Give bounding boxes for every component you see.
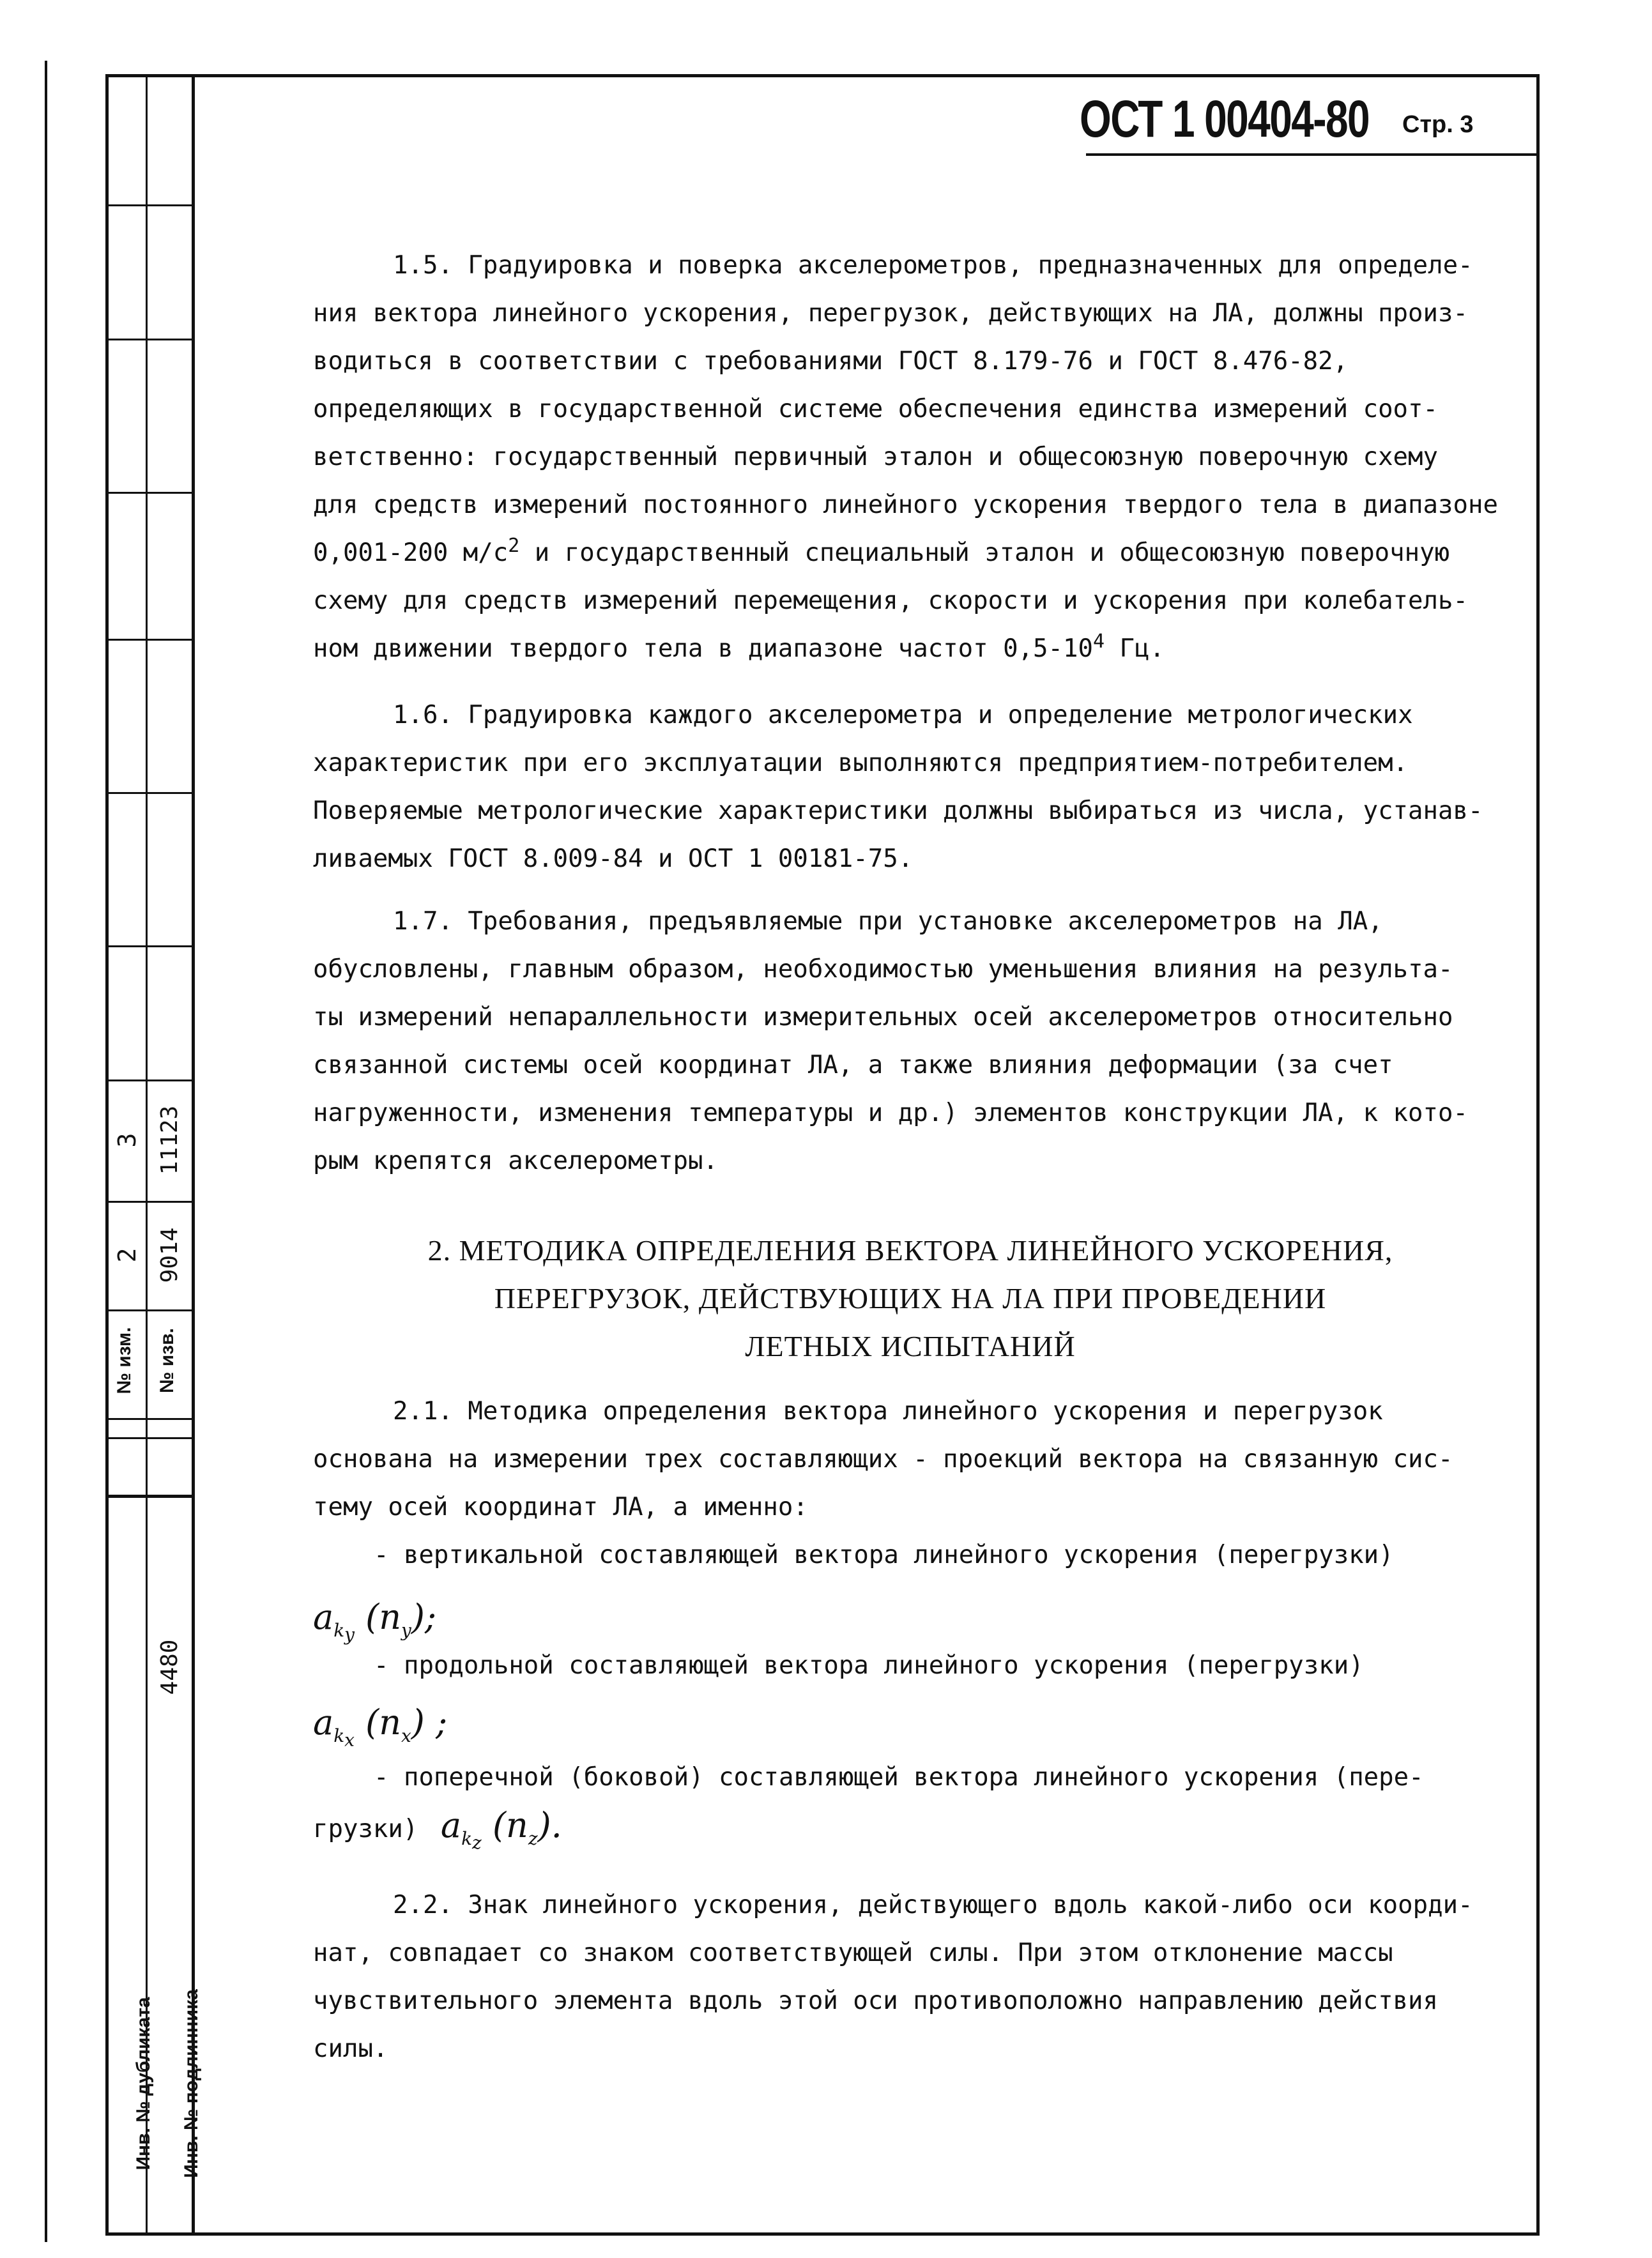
stamp-column-divider xyxy=(146,75,148,2236)
formula-vertical: $a_{k_y}$ $(n_y)$; xyxy=(313,1597,437,1645)
formula-subscript: x xyxy=(401,1725,411,1746)
stamp-notice-label: № изв. xyxy=(157,1328,178,1393)
text-line xyxy=(313,625,1508,673)
formula-lateral: $a_{k_z}$ $(n_z)$. xyxy=(440,1805,562,1854)
formula-subscript: y xyxy=(401,1619,411,1641)
text-line: схему для средств измерений перемещения, скорости и ускорения при колебатель- xyxy=(313,586,1468,615)
formula-subscript-k: k xyxy=(333,1725,345,1746)
text-line: ливаемых ГОСТ 8.009-84 и ОСТ 1 00181-75. xyxy=(313,844,914,873)
formula-subscript-axis: x xyxy=(344,1729,355,1751)
formula-subscript-axis: y xyxy=(344,1624,355,1645)
text-line: тему осей координат ЛА, а именно: xyxy=(313,1493,808,1522)
section-2-heading xyxy=(313,1226,1508,1370)
text-line: ния вектора линейного ускорения, перегрузок, действующих на ЛА, должны произ- xyxy=(313,299,1468,328)
text-fragment: 0,001-200 м/с xyxy=(313,538,509,567)
formula-subscript-k: k xyxy=(333,1619,345,1641)
document-header xyxy=(1080,89,1540,160)
stamp-original-inv-value: 4480 xyxy=(157,1639,183,1695)
list-item: - вертикальной составляющей вектора линейного ускорения (перегрузки) xyxy=(374,1541,1394,1569)
stamp-original-inv-label: Инв. № подлинника xyxy=(181,1989,202,2178)
stamp-revision-value: 2 xyxy=(113,1247,141,1263)
stamp-grid-line xyxy=(105,945,194,947)
formula-subscript xyxy=(461,1827,482,1854)
formula-symbol: a xyxy=(313,1597,334,1637)
stamp-grid-line xyxy=(105,1309,194,1311)
frame-bottom-border xyxy=(105,2232,1540,2236)
text-line: 1.6. Градуировка каждого акселерометра и определение метрологических xyxy=(393,701,1413,729)
page-number: Стр. 3 xyxy=(1402,111,1474,138)
text-line: обусловлены, главным образом, необходимостью уменьшения влияния на результа- xyxy=(313,955,1453,984)
stamp-grid-line xyxy=(105,639,194,641)
superscript: 2 xyxy=(508,535,520,557)
text-line: ты измерений непараллельности измерительных осей акселерометров относительно xyxy=(313,1003,1453,1032)
formula-longitudinal: $a_{k_x}$ $(n_x)$ ; xyxy=(313,1702,448,1751)
text-line: характеристик при его эксплуатации выполняются предприятием-потребителем. xyxy=(313,749,1409,777)
stamp-grid-line xyxy=(105,792,194,794)
stamp-grid-line xyxy=(105,1495,194,1498)
formula-subscript xyxy=(333,1619,355,1645)
text-line xyxy=(313,1801,1508,1853)
stamp-grid-line xyxy=(105,204,194,206)
stamp-grid-line xyxy=(105,1079,194,1081)
text-line: рым крепятся акселерометры. xyxy=(313,1147,718,1175)
paragraph-2-1-longitudinal xyxy=(313,1642,1508,1690)
formula-symbol: a xyxy=(440,1805,462,1845)
text-line: для средств измерений постоянного линейного ускорения твердого тела в диапазоне xyxy=(313,491,1498,519)
text-line: ветственно: государственный первичный эталон и общесоюзную поверочную схему xyxy=(313,443,1438,471)
stamp-notice-value: 9014 xyxy=(157,1227,183,1283)
superscript: 4 xyxy=(1092,630,1105,653)
text-line xyxy=(313,529,1508,577)
text-line: связанной системы осей координат ЛА, а также влияния деформации (за счет xyxy=(313,1051,1393,1079)
text-fragment: грузки) xyxy=(313,1815,418,1843)
text-fragment: ном движении твердого тела в диапазоне частот 0,5-10 xyxy=(313,634,1093,663)
formula-symbol: a xyxy=(313,1702,334,1743)
stamp-duplicate-inv-label: Инв. № дубликата xyxy=(133,1997,154,2170)
text-line: водиться в соответствии с требованиями ГОСТ 8.179-76 и ГОСТ 8.476-82, xyxy=(313,347,1349,376)
list-item: - поперечной (боковой) составляющей вектора линейного ускорения (пере- xyxy=(374,1763,1424,1792)
text-line: чувствительного элемента вдоль этой оси противоположно направлению действия xyxy=(313,1987,1438,2015)
header-underline xyxy=(1086,153,1536,156)
outer-left-rule xyxy=(45,61,47,2242)
formula-subscript: z xyxy=(528,1827,538,1849)
text-line: нат, совпадает со знаком соответствующей силы. При этом отклонение массы xyxy=(313,1939,1393,1967)
formula-subscript xyxy=(333,1725,355,1751)
frame-left-border xyxy=(105,75,109,2236)
paragraph-2-1-lateral xyxy=(313,1753,1508,1853)
frame-inner-left-border xyxy=(192,75,195,2236)
stamp-grid-line xyxy=(105,339,194,340)
formula-punctuation: ; xyxy=(436,1702,448,1743)
text-line: Поверяемые метрологические характеристики должны выбираться из числа, устанав- xyxy=(313,797,1483,825)
text-line: 2.2. Знак линейного ускорения, действующего вдоль какой-либо оси коорди- xyxy=(393,1891,1473,1919)
stamp-revision-label: № изм. xyxy=(114,1327,135,1394)
heading-line: 2. МЕТОДИКА ОПРЕДЕЛЕНИЯ ВЕКТОРА ЛИНЕЙНОГО УСКОРЕНИЯ, xyxy=(427,1234,1393,1267)
formula-symbol: n xyxy=(379,1597,402,1637)
formula-symbol: n xyxy=(506,1805,528,1845)
text-fragment: и государственный специальный эталон и общесоюзную поверочную xyxy=(519,538,1450,567)
formula-symbol: n xyxy=(379,1702,401,1743)
paragraph-2-2 xyxy=(313,1881,1508,2073)
text-line: основана на измерении трех составляющих - проекций вектора на связанную сис- xyxy=(313,1445,1453,1474)
formula-subscript-axis: z xyxy=(472,1832,482,1854)
paragraph-1-6 xyxy=(313,691,1508,883)
frame-top-border xyxy=(105,74,1540,77)
document-code: ОСТ 1 00404-80 xyxy=(1080,90,1369,148)
stamp-grid-line xyxy=(105,492,194,494)
text-line: силы. xyxy=(313,2034,388,2063)
formula-punctuation: . xyxy=(551,1805,562,1845)
text-line: 1.5. Градуировка и поверка акселерометров, предназначенных для определе- xyxy=(393,251,1473,280)
text-line: определяющих в государственной системе обеспечения единства измерений соот- xyxy=(313,395,1438,423)
paragraph-2-1-intro xyxy=(313,1387,1508,1579)
text-line: 2.1. Методика определения вектора линейного ускорения и перегрузок xyxy=(393,1397,1383,1426)
heading-line: ПЕРЕГРУЗОК, ДЕЙСТВУЮЩИХ НА ЛА ПРИ ПРОВЕДЕНИИ xyxy=(494,1282,1327,1315)
formula-subscript-k: k xyxy=(461,1827,473,1849)
stamp-revision-value: 3 xyxy=(113,1133,141,1148)
paragraph-1-7 xyxy=(313,897,1508,1185)
stamp-notice-value: 11123 xyxy=(157,1105,183,1175)
list-item: - продольной составляющей вектора линейного ускорения (перегрузки) xyxy=(374,1651,1364,1680)
heading-line: ЛЕТНЫХ ИСПЫТАНИЙ xyxy=(745,1330,1076,1362)
text-line: 1.7. Требования, предъявляемые при установке акселерометров на ЛА, xyxy=(393,907,1383,936)
stamp-grid-line xyxy=(105,1201,194,1203)
frame-right-border xyxy=(1536,74,1540,2236)
formula-punctuation: ; xyxy=(424,1597,437,1637)
text-fragment: Гц. xyxy=(1105,634,1165,663)
stamp-grid-line xyxy=(105,1437,194,1439)
stamp-grid-line xyxy=(105,1418,194,1420)
text-line: нагруженности, изменения температуры и др.) элементов конструкции ЛА, к кото- xyxy=(313,1099,1468,1127)
paragraph-1-5 xyxy=(313,241,1508,673)
